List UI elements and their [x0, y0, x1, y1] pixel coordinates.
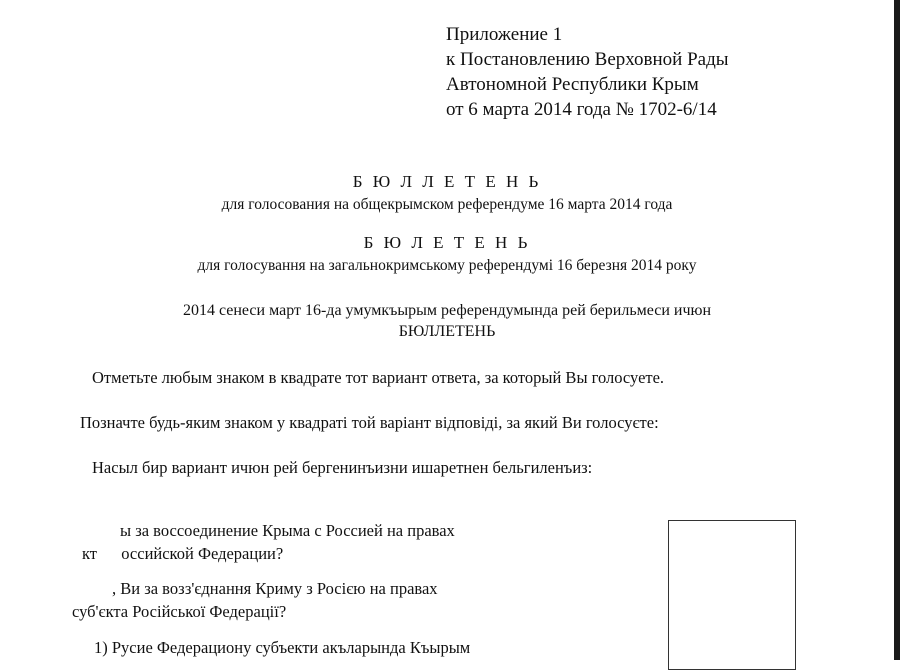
instruction-uk: Позначте будь-яким знаком у квадраті той варіант відповіді, за який Ви голосуєте: — [80, 413, 659, 432]
ballot-subtitle-uk: для голосування на загальнокримському референдумі 16 березня 2014 року — [197, 257, 697, 274]
question-1-uk-line-1: , Ви за возз'єднання Криму з Росією на правах — [112, 579, 438, 598]
question-1-ru — [72, 519, 572, 565]
appendix-header — [446, 22, 729, 122]
ballot-title-uk: Б Ю Л Е Т Е Н Ь — [363, 233, 531, 252]
question-1-uk — [72, 577, 572, 623]
question-1-ru-line-1: ы за воссоединение Крыма с Россией на правах — [120, 521, 455, 540]
appendix-line-3: Автономной Республики Крым — [446, 74, 699, 95]
ballot-subtitle-crh: 2014 сенеси март 16-да умумкъырым референдумында рей берильмеси ичюн — [182, 302, 712, 319]
ballot-title-ru: Б Ю Л Л Е Т Е Н Ь — [352, 172, 542, 191]
question-1-crh-line-1: 1) Русие Федерациону субъекти акъларында Къырым — [94, 638, 471, 657]
instruction-crh: Насыл бир вариант ичюн рей бергенинъизни ишаретнен бельгиленъиз: — [92, 458, 593, 477]
instruction-ru: Отметьте любым знаком в квадрате тот вариант ответа, за который Вы голосуете. — [92, 368, 665, 387]
question-1-crh — [72, 636, 572, 659]
appendix-line-2: к Постановлению Верховной Рады — [446, 49, 729, 70]
question-1-ru-line-2b: оссийской Федерации? — [121, 544, 284, 563]
answer-checkbox-1[interactable] — [668, 520, 796, 670]
ballot-subtitle-ru: для голосования на общекрымском референдуме 16 марта 2014 года — [221, 196, 673, 213]
ballot-title-crh: БЮЛЛЕТЕНЬ — [398, 323, 496, 340]
question-1-uk-line-2: суб'єкта Російської Федерації? — [72, 602, 287, 621]
scan-edge — [894, 0, 900, 660]
question-1-ru-line-2a: кт — [82, 544, 98, 563]
appendix-line-1: Приложение 1 — [446, 24, 563, 45]
appendix-line-4: от 6 марта 2014 года № 1702-6/14 — [446, 99, 717, 120]
